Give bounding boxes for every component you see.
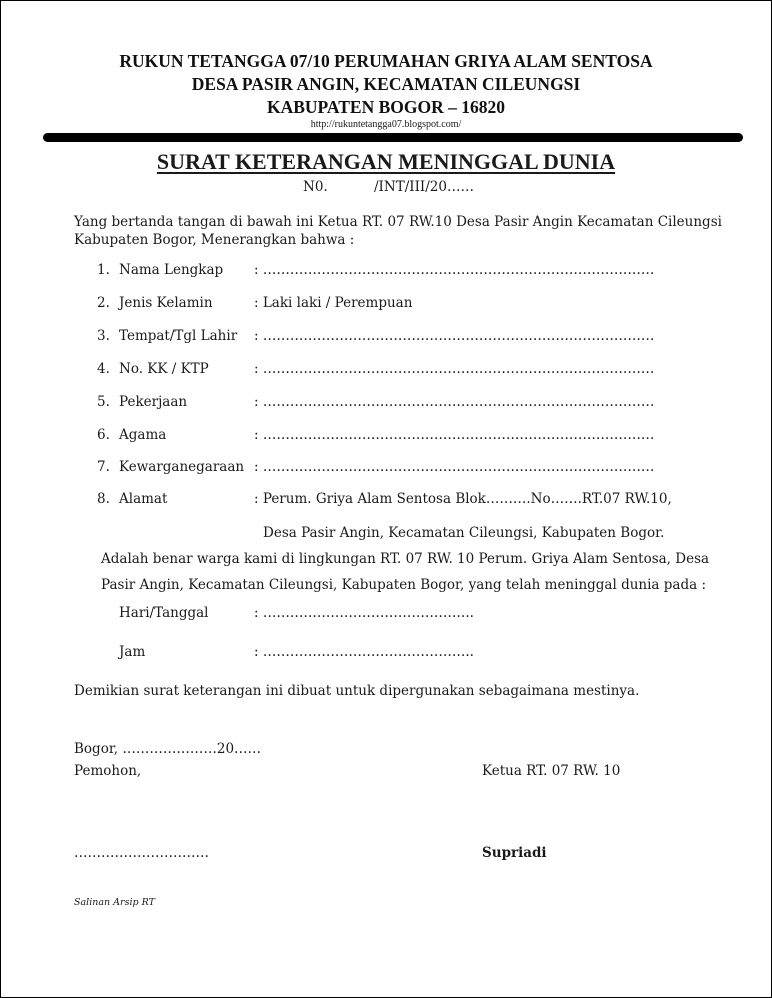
head-label: Ketua RT. 07 RW. 10 (482, 763, 621, 779)
field-value: : Laki laki / Perempuan (254, 295, 413, 311)
closing-statement: Demikian surat keterangan ini dibuat untuk dipergunakan sebagaimana mestinya. (74, 683, 640, 699)
field-number: 4. (97, 361, 110, 377)
header-line-2: DESA PASIR ANGIN, KECAMATAN CILEUNGSI (191, 74, 581, 94)
head-name: Supriadi (482, 845, 547, 861)
number-prefix: N0. (303, 179, 328, 195)
intro-line-2: Kabupaten Bogor, Menerangkan bahwa : (74, 232, 355, 248)
header-divider (43, 133, 743, 142)
field-number: 1. (97, 262, 110, 278)
field-number: 5. (97, 394, 110, 410)
death-label: Jam (119, 644, 146, 660)
death-value: : ……………………………………….. (254, 644, 474, 660)
place-date: Bogor, …………………20…… (74, 741, 262, 757)
document-title: SURAT KETERANGAN MENINGGAL DUNIA (156, 149, 616, 174)
death-label: Hari/Tanggal (119, 605, 209, 621)
field-label: Tempat/Tgl Lahir (119, 328, 238, 344)
field-number: 7. (97, 459, 110, 475)
applicant-label: Pemohon, (74, 763, 142, 779)
field-label: Agama (119, 427, 167, 443)
field-value: : Perum. Griya Alam Sentosa Blok……….No…….RT.07 RW.10, (254, 491, 672, 507)
archive-note: Salinan Arsip RT (74, 897, 155, 908)
field-value: : …………………………………………………………………………… (254, 394, 655, 410)
field-value: : …………………………………………………………………………… (254, 361, 655, 377)
field-value: : …………………………………………………………………………… (254, 427, 655, 443)
field-number: 3. (97, 328, 110, 344)
header-line-1: RUKUN TETANGGA 07/10 PERUMAHAN GRIYA ALAM SENTOSA (119, 51, 653, 71)
statement-line-2: Pasir Angin, Kecamatan Cileungsi, Kabupaten Bogor, yang telah meninggal dunia pada : (101, 577, 706, 593)
field-label: Kewarganegaraan (119, 459, 245, 475)
death-value: : ……………………………………….. (254, 605, 474, 621)
field-label: Jenis Kelamin (119, 295, 213, 311)
address-continuation: Desa Pasir Angin, Kecamatan Cileungsi, Kabupaten Bogor. (263, 525, 665, 541)
field-value: : …………………………………………………………………………… (254, 328, 655, 344)
applicant-signature-line: ………………………… (74, 845, 209, 861)
field-value: : …………………………………………………………………………… (254, 459, 655, 475)
field-label: Alamat (119, 491, 168, 507)
field-value: : …………………………………………………………………………… (254, 262, 655, 278)
field-number: 2. (97, 295, 110, 311)
header-line-3: KABUPATEN BOGOR – 16820 (266, 97, 506, 117)
intro-line-1: Yang bertanda tangan di bawah ini Ketua RT. 07 RW.10 Desa Pasir Angin Kecamatan Cileungsi (74, 214, 722, 230)
field-label: Nama Lengkap (119, 262, 224, 278)
header-url: http://rukuntetangga07.blogspot.com/ (310, 119, 462, 130)
field-label: Pekerjaan (119, 394, 188, 410)
statement-line-1: Adalah benar warga kami di lingkungan RT. 07 RW. 10 Perum. Griya Alam Sentosa, Desa (101, 551, 710, 567)
field-number: 8. (97, 491, 110, 507)
field-label: No. KK / KTP (119, 361, 209, 377)
field-number: 6. (97, 427, 110, 443)
number-suffix: /INT/III/20…… (374, 179, 474, 195)
